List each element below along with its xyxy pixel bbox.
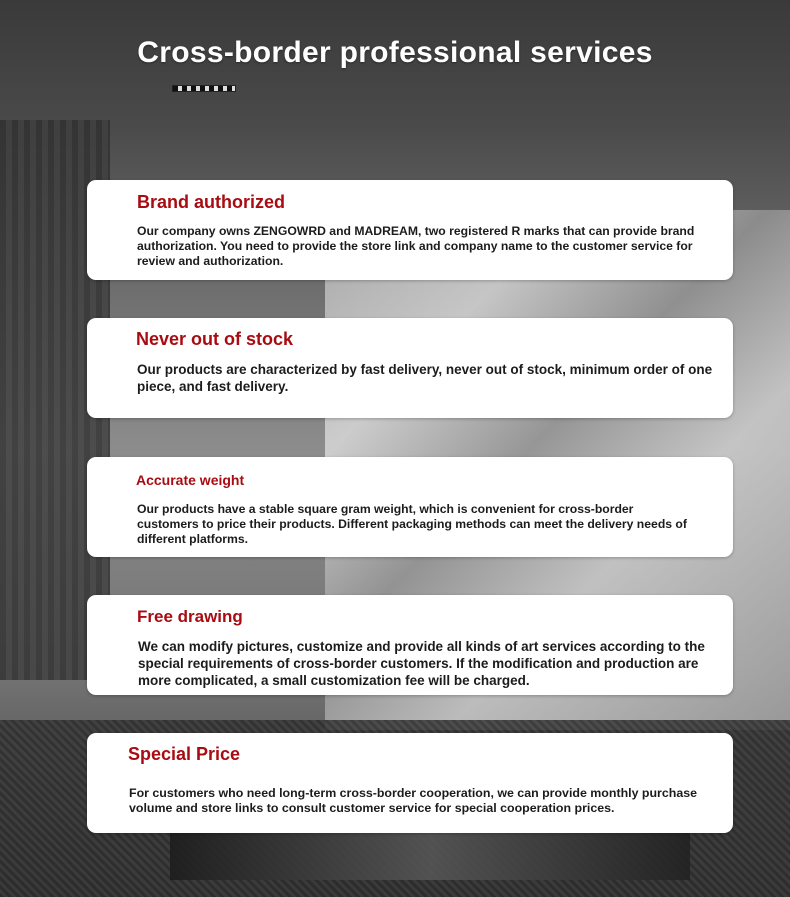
card-never-out-of-stock <box>87 318 733 418</box>
page-title: Cross-border professional services <box>137 36 653 69</box>
card-title: Special Price <box>128 744 241 764</box>
card-accurate-weight <box>87 457 733 557</box>
card-brand-authorized <box>87 180 733 280</box>
card-title: Accurate weight <box>136 472 245 488</box>
card-special-price <box>87 733 733 833</box>
card-text: For customers who need long-term cross-border cooperation, we can provide monthly purchase volume and store links to consult customer service for special cooperation prices. <box>129 786 698 815</box>
ceiling-light-decoration <box>172 85 236 92</box>
card-free-drawing <box>87 595 733 695</box>
card-title: Free drawing <box>137 607 243 626</box>
card-text: Our products are characterized by fast delivery, never out of stock, minimum order of one piece, and fast delivery. <box>137 362 713 394</box>
card-text: We can modify pictures, customize and provide all kinds of art services according to the special requirements of cross-border customers. If the modification and production are more complicated, a small customization fee will be charged. <box>138 639 705 688</box>
card-text: Our products have a stable square gram weight, which is convenient for cross-border customers to price their products. Different packaging methods can meet the delivery needs of different platforms. <box>137 502 687 546</box>
card-title: Brand authorized <box>137 192 286 212</box>
card-title: Never out of stock <box>136 329 294 349</box>
card-text: Our company owns ZENGOWRD and MADREAM, two registered R marks that can provide brand authorization. You need to provide the store link and company name to the customer service for review and authorization. <box>137 224 695 268</box>
